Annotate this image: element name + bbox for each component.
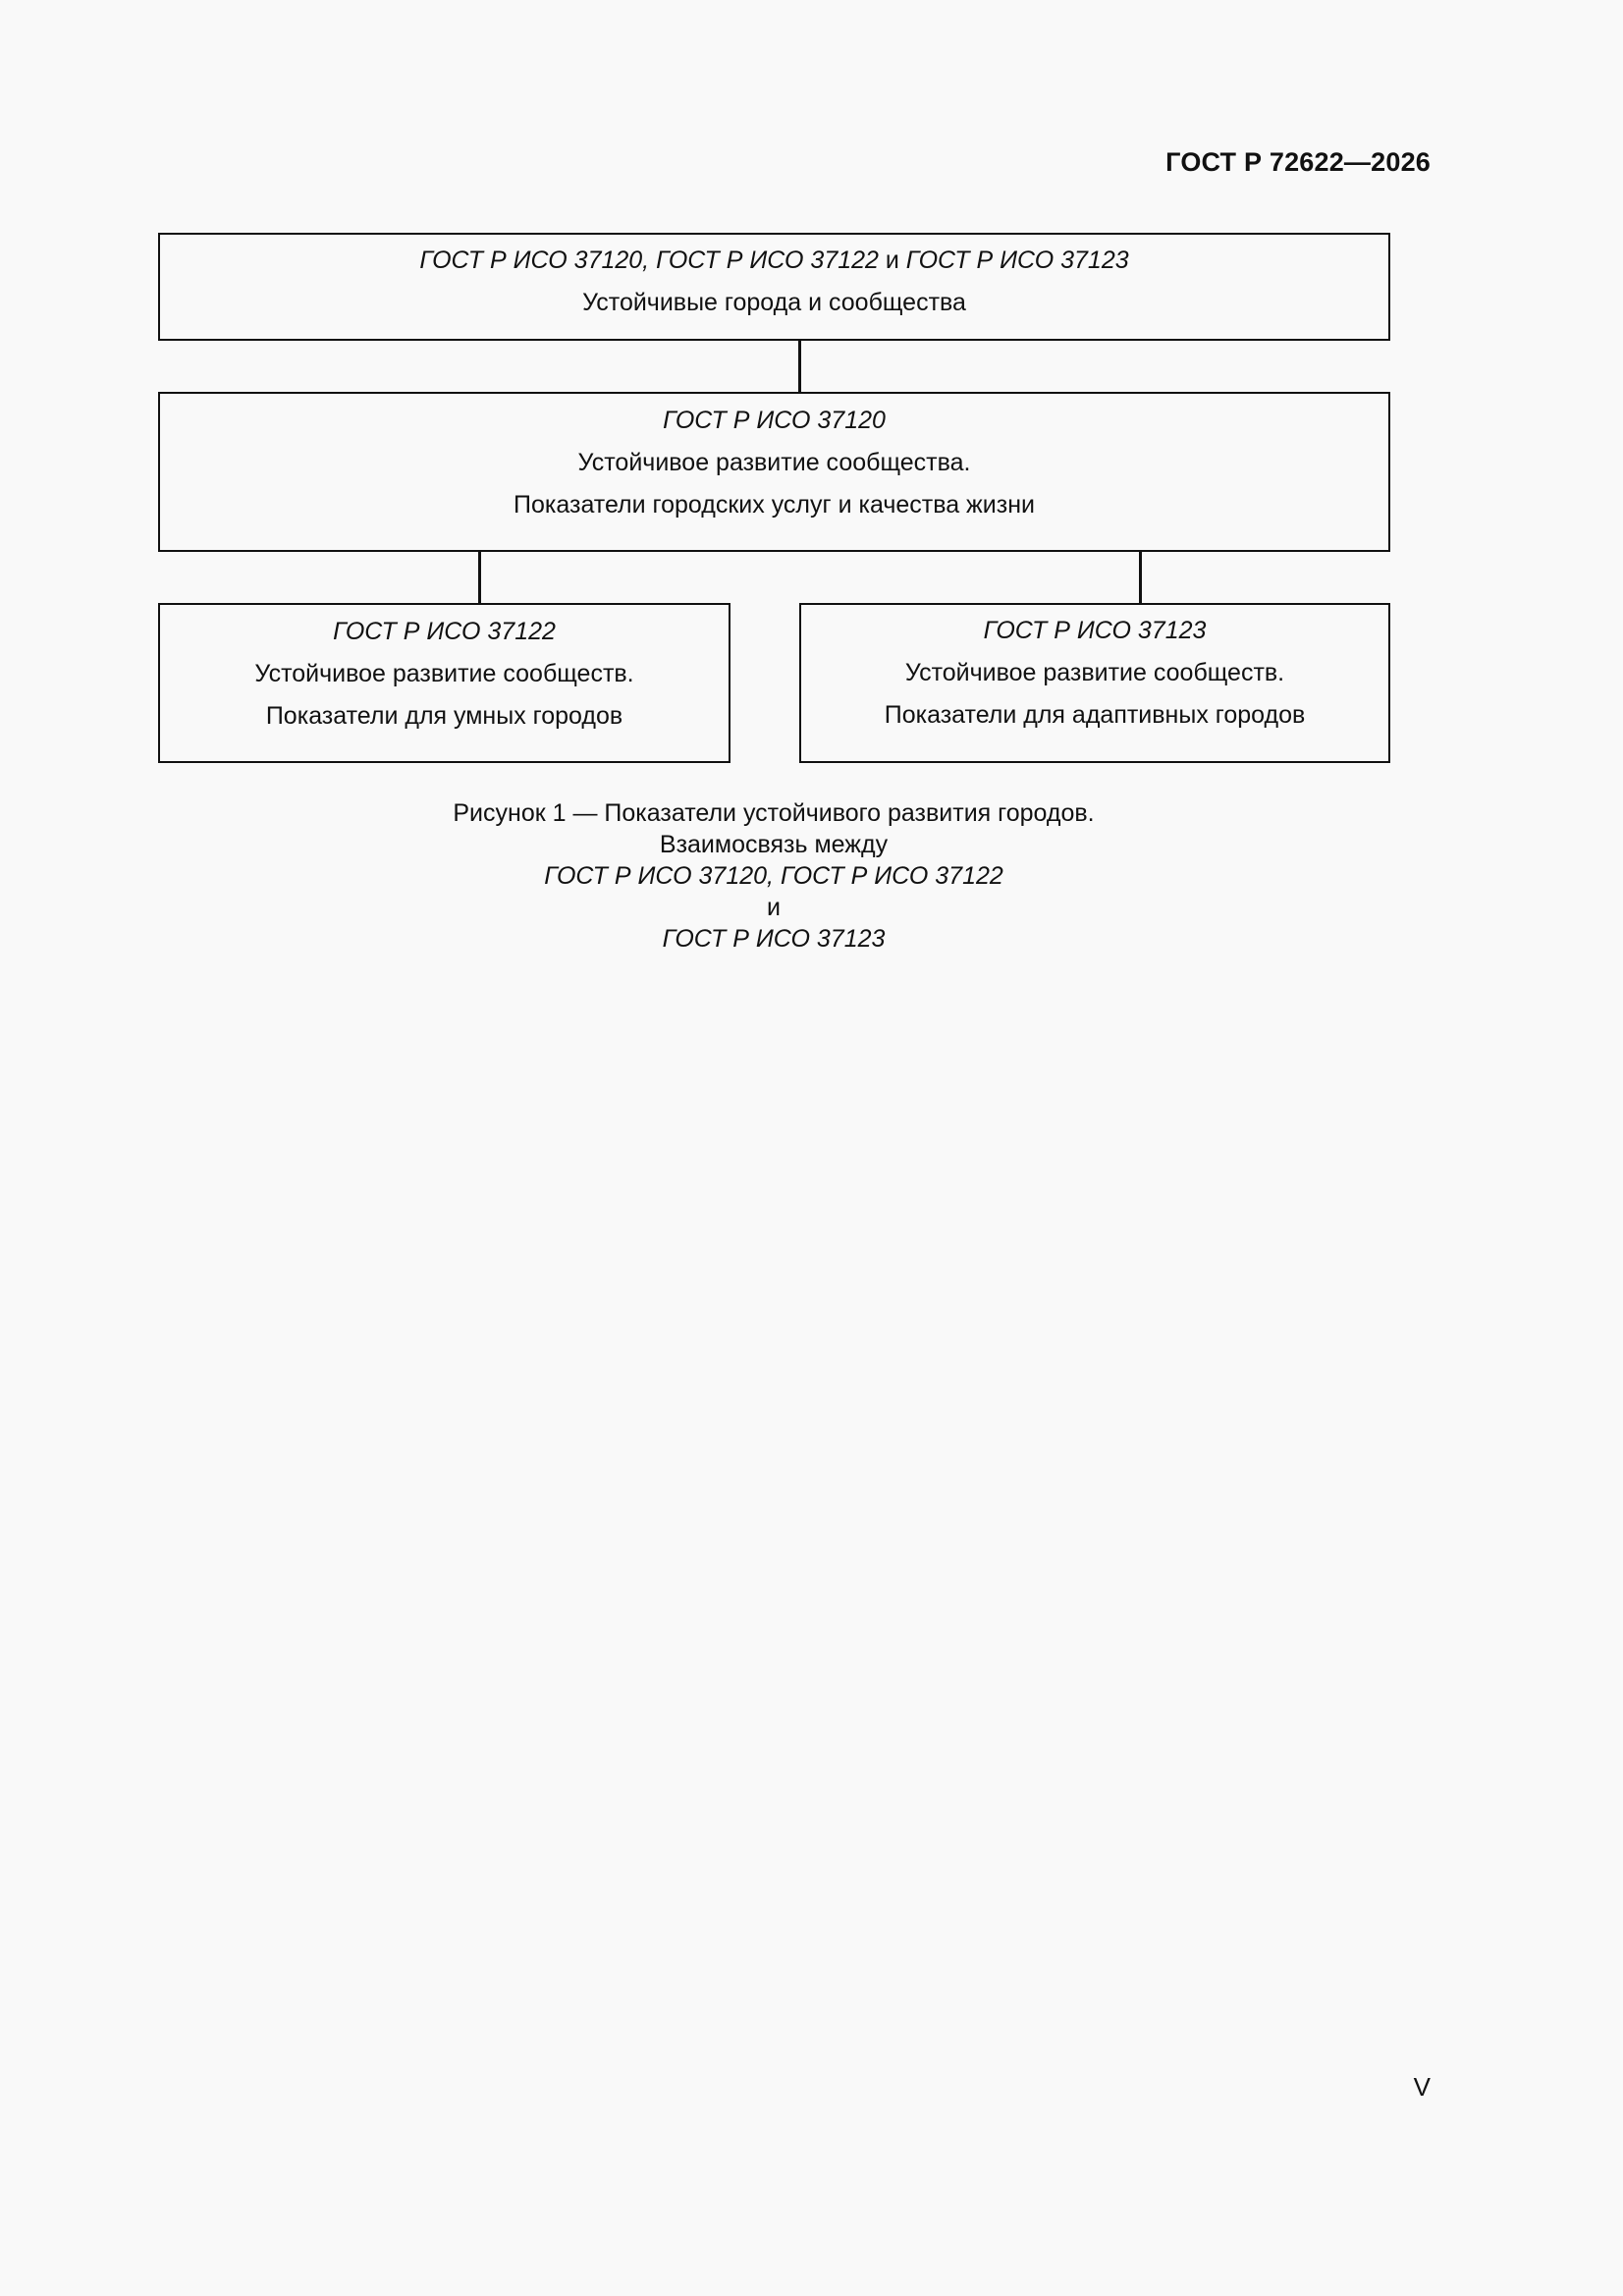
diagram-box-middle xyxy=(158,392,1390,552)
page-number: V xyxy=(1413,2072,1431,2102)
connector-middle-to-left xyxy=(478,552,481,603)
ref-std-37123: ГОСТ Р ИСО 37123 xyxy=(905,246,1129,274)
caption-line2 xyxy=(0,829,1547,955)
document-code: ГОСТ Р 72622—2026 xyxy=(1165,147,1431,177)
connector-top-to-middle xyxy=(798,341,801,392)
box-top-reference xyxy=(160,240,1388,282)
figure-caption xyxy=(0,797,1547,955)
box-left-line1: Устойчивое развитие сообществ. xyxy=(254,660,634,687)
box-left-line2: Показатели для умных городов xyxy=(265,702,623,730)
caption-line1: Рисунок 1 — Показатели устойчивого развития городов. xyxy=(453,799,1095,827)
caption-std-37123: ГОСТ Р ИСО 37123 xyxy=(662,925,886,953)
box-middle-reference: ГОСТ Р ИСО 37120 xyxy=(663,407,886,434)
box-right-reference: ГОСТ Р ИСО 37123 xyxy=(983,617,1207,644)
box-right-line2: Показатели для адаптивных городов xyxy=(884,701,1306,729)
box-middle-line1: Устойчивое развитие сообщества. xyxy=(577,449,971,476)
caption-prefix: Взаимосвязь между xyxy=(659,831,889,858)
ref-conjunction: и xyxy=(878,246,906,274)
caption-std-refs: ГОСТ Р ИСО 37120, ГОСТ Р ИСО 37122 xyxy=(544,862,1003,890)
box-left-reference: ГОСТ Р ИСО 37122 xyxy=(333,618,556,645)
box-top-title: Устойчивые города и сообщества xyxy=(582,289,966,316)
ref-std-37122: ГОСТ Р ИСО 37122 xyxy=(649,246,879,274)
ref-std-37120: ГОСТ Р ИСО 37120, xyxy=(419,246,650,274)
caption-conjunction: и xyxy=(767,894,781,921)
diagram-box-right xyxy=(799,603,1390,763)
box-right-line1: Устойчивое развитие сообществ. xyxy=(904,659,1285,686)
connector-middle-to-right xyxy=(1139,552,1142,603)
diagram-box-left xyxy=(158,603,730,763)
diagram-box-top xyxy=(158,233,1390,341)
box-middle-line2: Показатели городских услуг и качества жизни xyxy=(514,491,1035,519)
